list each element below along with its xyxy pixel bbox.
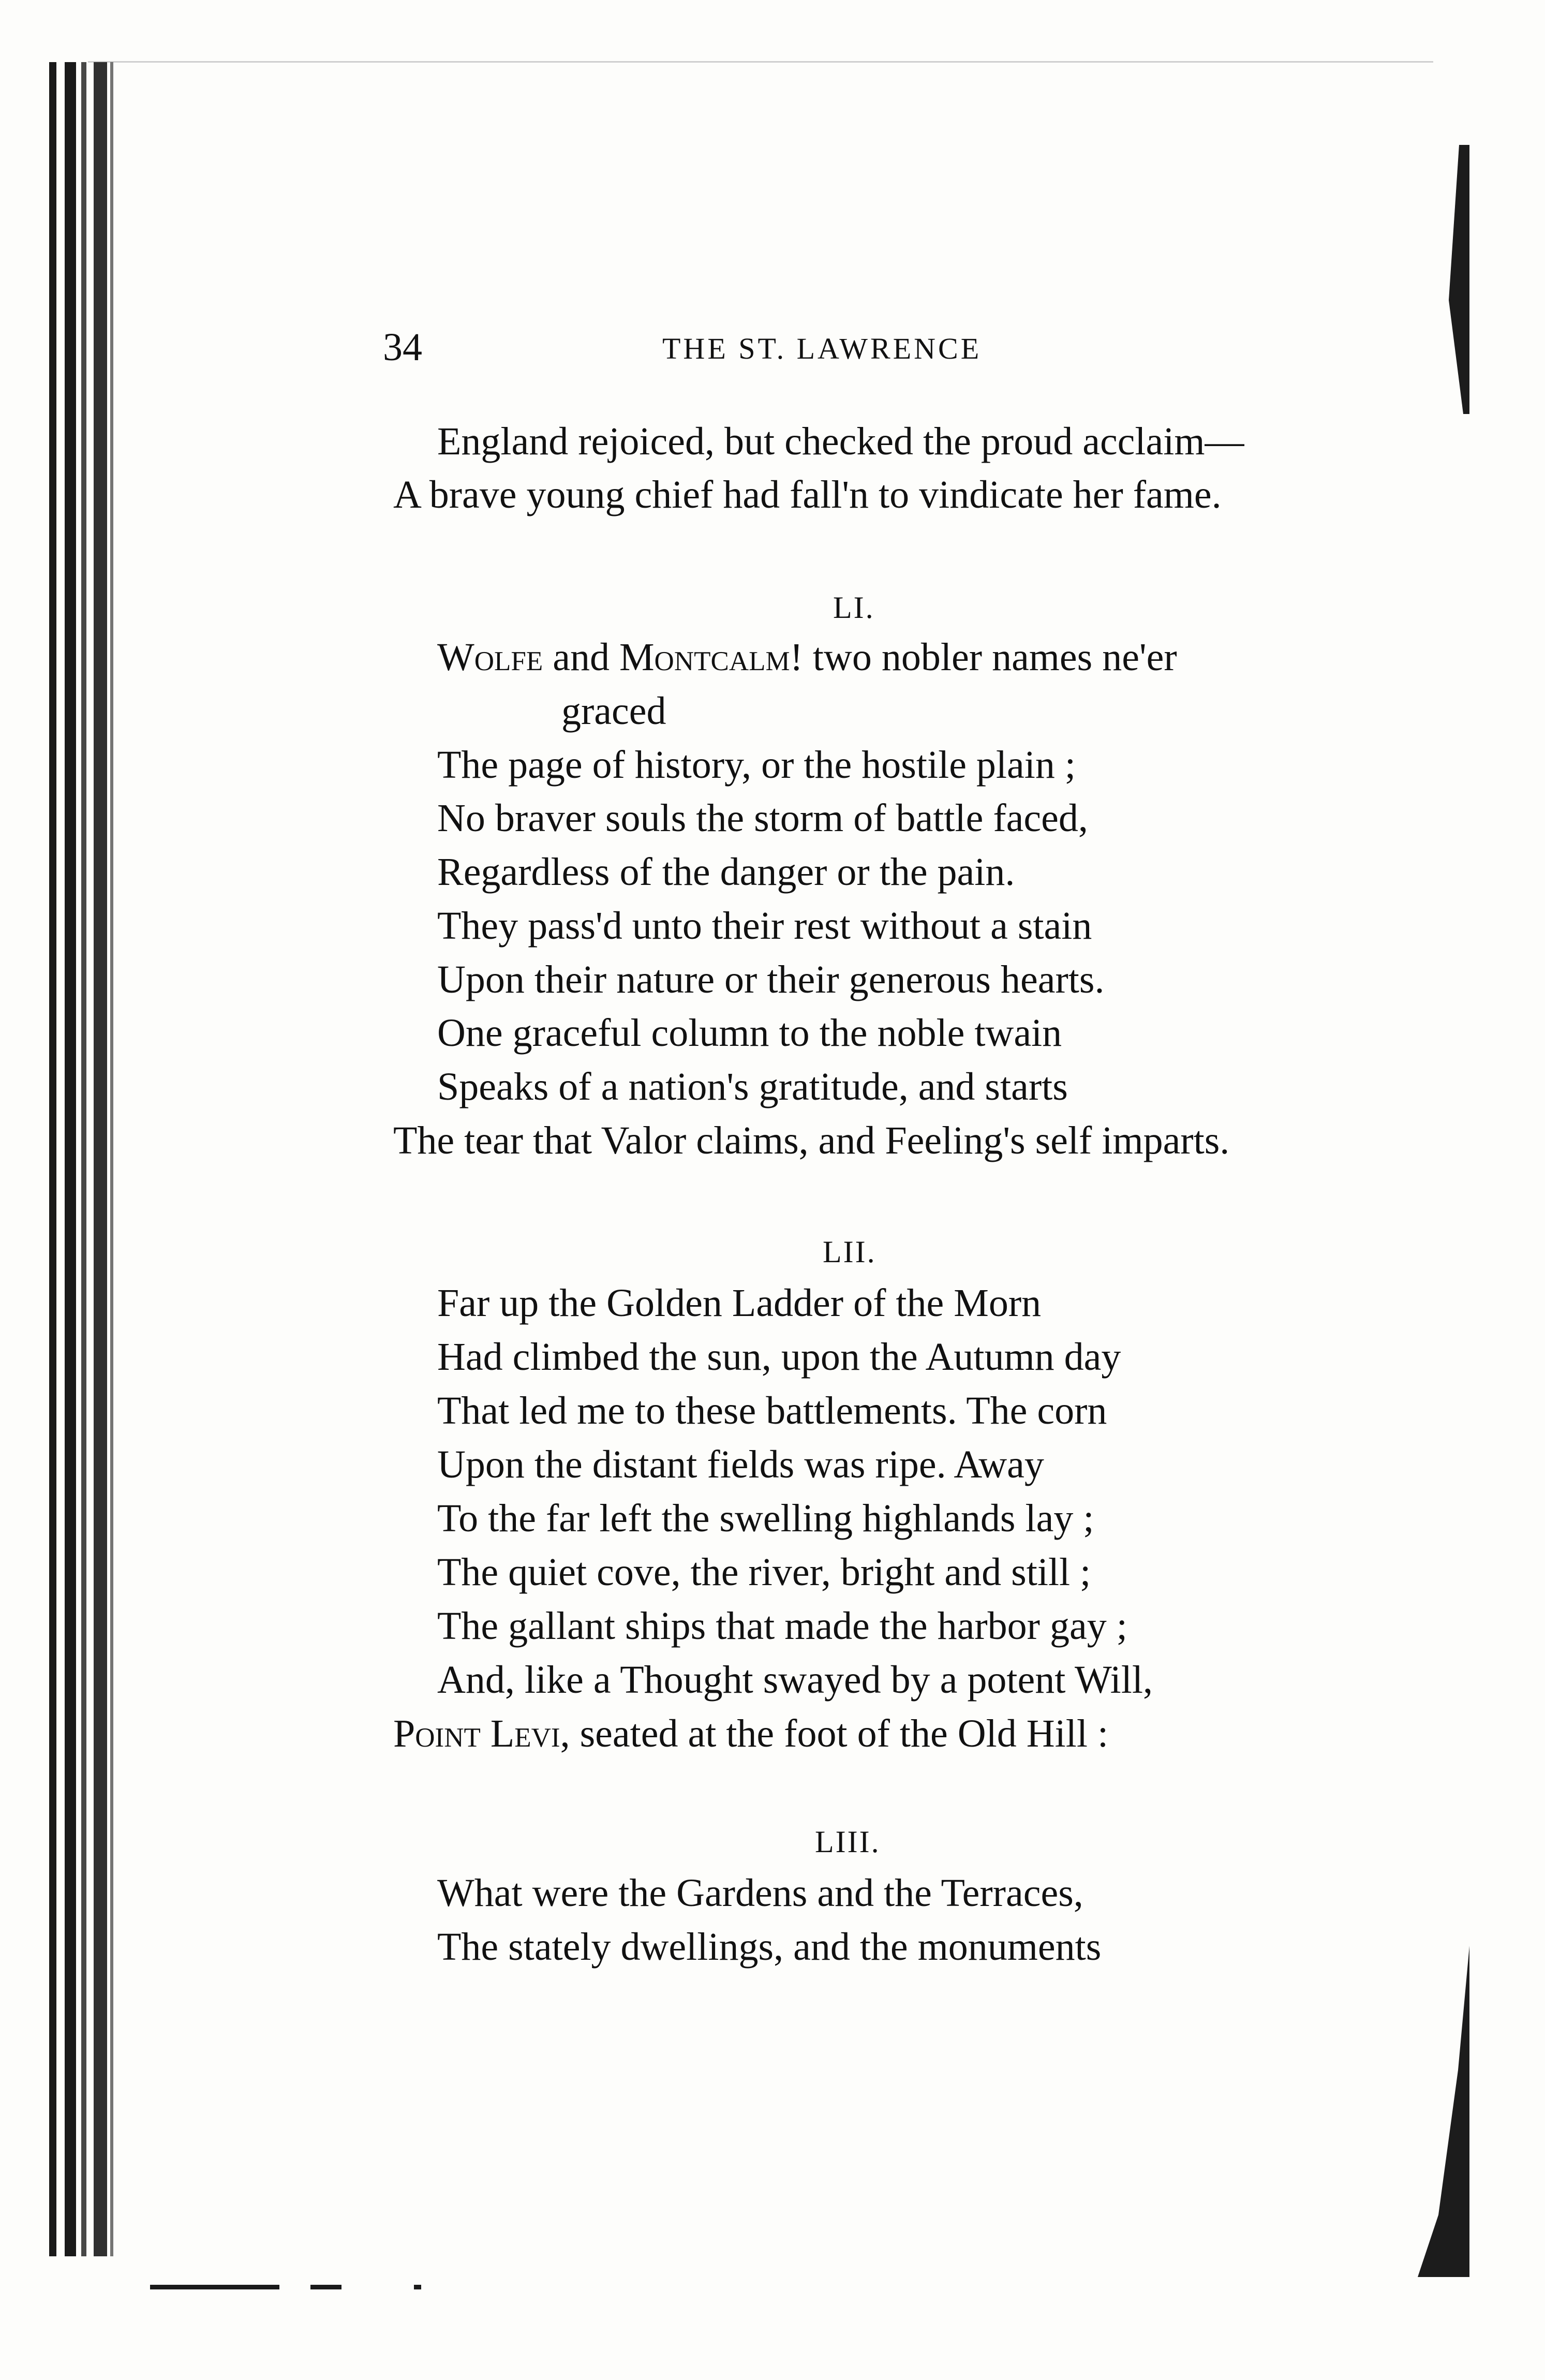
verse-line: One graceful column to the noble twain (437, 1011, 1062, 1055)
verse-line: That led me to these battlements. The corn (437, 1389, 1107, 1432)
verse-line: The gallant ships that made the harbor gay ; (437, 1604, 1127, 1648)
verse-line: The page of history, or the hostile plain ; (437, 743, 1076, 787)
verse-line: And, like a Thought swayed by a potent Will, (437, 1658, 1153, 1702)
scan-right-shadow-bottom (1397, 1946, 1469, 2277)
scan-binding-edge (49, 62, 116, 2256)
verse-line: Speaks of a nation's gratitude, and starts (437, 1065, 1068, 1108)
verse-line: Upon the distant fields was ripe. Away (437, 1443, 1044, 1486)
name-point: Point (393, 1712, 481, 1755)
verse-line: Point Levi, seated at the foot of the Old Hill : (393, 1712, 1109, 1755)
stanza-number: LII. (823, 1235, 877, 1269)
page-number: 34 (383, 326, 422, 369)
scan-bottom-mark (310, 2285, 341, 2289)
verse-line: Had climbed the sun, upon the Autumn day (437, 1335, 1121, 1379)
verse-line: Wolfe and Montcalm! two nobler names ne'er (437, 635, 1177, 679)
stanza-number: LI. (833, 590, 875, 625)
name-wolfe: Wolfe (437, 635, 543, 679)
scan-top-edge (88, 61, 1433, 63)
name-levi: Levi (490, 1712, 560, 1755)
verse-line: Regardless of the danger or the pain. (437, 850, 1015, 894)
verse-line: What were the Gardens and the Terraces, (437, 1871, 1083, 1915)
verse-line: The stately dwellings, and the monuments (437, 1925, 1102, 1969)
verse-line: The quiet cove, the river, bright and still ; (437, 1550, 1091, 1594)
verse-line: England rejoiced, but checked the proud acclaim— (437, 420, 1244, 463)
name-montcalm: Montcalm (619, 635, 790, 679)
verse-line: Far up the Golden Ladder of the Morn (437, 1281, 1042, 1325)
verse-line: graced (561, 689, 666, 733)
stanza-number: LIII. (815, 1825, 881, 1859)
verse-line: The tear that Valor claims, and Feeling's self imparts. (393, 1119, 1230, 1162)
verse-line: Upon their nature or their generous hearts. (437, 958, 1105, 1001)
verse-line: To the far left the swelling highlands lay ; (437, 1497, 1094, 1540)
verse-line: No braver souls the storm of battle faced, (437, 796, 1088, 840)
verse-line: They pass'd unto their rest without a stain (437, 904, 1092, 948)
scan-bottom-mark (150, 2285, 279, 2289)
running-title: THE ST. LAWRENCE (662, 332, 982, 365)
scan-right-shadow-top (1397, 145, 1469, 414)
verse-line: A brave young chief had fall'n to vindicate her fame. (393, 473, 1222, 516)
scan-bottom-mark (414, 2285, 421, 2289)
